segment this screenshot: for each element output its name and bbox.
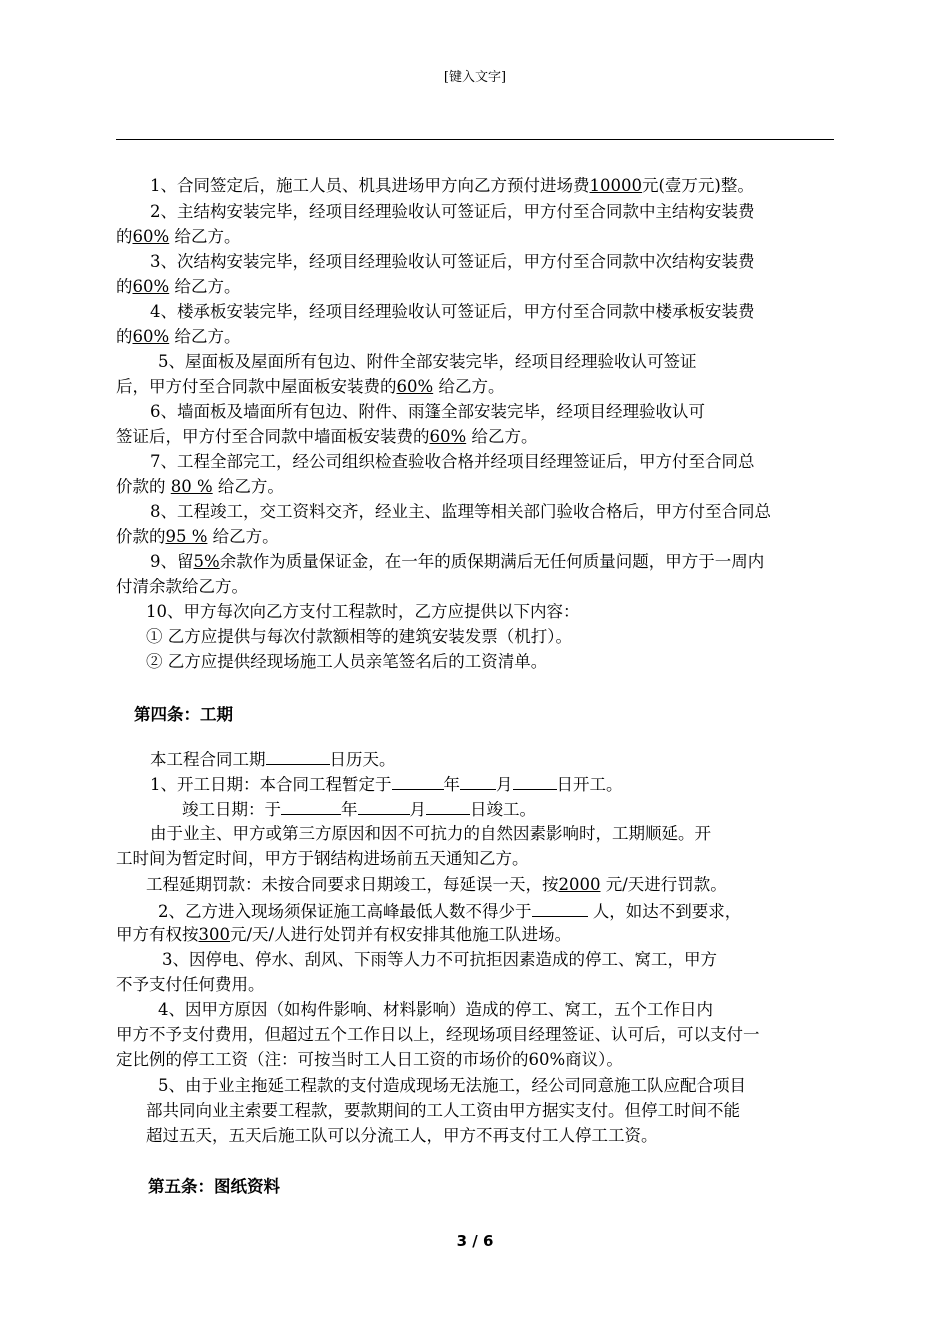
force-majeure-line-2: 不予支付任何费用。 [116, 975, 265, 994]
end-day-blank [426, 798, 470, 815]
page-number: 3 / 6 [456, 1232, 494, 1250]
payment-clause-2-cont: 的60% 给乙方。 [116, 227, 241, 246]
payment-sub-item-1: ① 乙方应提供与每次付款额相等的建筑安装发票（机打）。 [146, 627, 572, 646]
payment-delay-line-1: 5、由于业主拖延工程款的支付造成现场无法施工，经公司同意施工队应配合项目 [158, 1076, 746, 1095]
start-date-line: 1、开工日期：本合同工程暂定于 年 月 日开工。 [150, 775, 623, 794]
payment-clause-9-cont: 付清余款给乙方。 [116, 577, 248, 596]
payment-clause-6: 6、墙面板及墙面所有包边、附件、雨篷全部安装完毕，经项目经理验收认可 [150, 402, 705, 421]
worker-count-blank [532, 900, 588, 917]
header-rule [116, 139, 834, 140]
payment-clause-1: 1、合同签定后，施工人员、机具进场甲方向乙方预付进场费10000元(壹万元)整。 [150, 176, 754, 195]
payment-clause-3: 3、次结构安装完毕，经项目经理验收认可签证后，甲方付至合同款中次结构安装费 [150, 252, 755, 271]
payment-delay-line-2: 部共同向业主索要工程款，要款期间的工人工资由甲方据实支付。但停工时间不能 [146, 1101, 740, 1120]
end-month-blank [358, 798, 410, 815]
contract-period-line: 本工程合同工期 日历天。 [150, 750, 396, 769]
force-majeure-line-1: 3、因停电、停水、刮风、下雨等人力不可抗拒因素造成的停工、窝工，甲方 [162, 950, 717, 969]
stoppage-clause-line-3: 定比例的停工工资（注：可按当时工人日工资的市场价的60%商议）。 [116, 1050, 623, 1069]
payment-clause-5-cont: 后，甲方付至合同款中屋面板安装费的60% 给乙方。 [116, 377, 505, 396]
start-month-blank [460, 773, 496, 790]
payment-clause-7-cont: 价款的 80 % 给乙方。 [116, 477, 284, 496]
delay-clause-line-2: 工时间为暂定时间，甲方于钢结构进场前五天通知乙方。 [116, 849, 529, 868]
payment-clause-2: 2、主结构安装完毕，经项目经理验收认可签证后，甲方付至合同款中主结构安装费 [150, 202, 755, 221]
worker-penalty-line: 甲方有权按300元/天/人进行处罚并有权安排其他施工队进场。 [116, 925, 572, 944]
stoppage-clause-line-1: 4、因甲方原因（如构件影响、材料影响）造成的停工、窝工，五个工作日内 [158, 1000, 713, 1019]
payment-clause-6-cont: 签证后，甲方付至合同款中墙面板安装费的60% 给乙方。 [116, 427, 538, 446]
payment-delay-line-3: 超过五天，五天后施工队可以分流工人，甲方不再支付工人停工工资。 [146, 1126, 658, 1145]
delay-clause-line-1: 由于业主、甲方或第三方原因和因不可抗力的自然因素影响时，工期顺延。开 [150, 824, 711, 843]
payment-clause-8-cont: 价款的95 % 给乙方。 [116, 527, 279, 546]
payment-clause-4-cont: 的60% 给乙方。 [116, 327, 241, 346]
page-header: [键入文字] [443, 70, 507, 85]
payment-clause-8: 8、工程竣工，交工资料交齐，经业主、监理等相关部门验收合格后，甲方付至合同总 [150, 502, 771, 521]
stoppage-clause-line-2: 甲方不予支付费用，但超过五个工作日以上，经现场项目经理签证、认可后，可以支付一 [116, 1025, 760, 1044]
min-workers-line: 2、乙方进入现场须保证施工高峰最低人数不得少于 人，如达不到要求， [158, 902, 742, 921]
payment-clause-9: 9、留5%余款作为质量保证金，在一年的质保期满后无任何质量问题，甲方于一周内 [150, 552, 765, 571]
start-day-blank [513, 773, 557, 790]
end-year-blank [281, 798, 341, 815]
start-year-blank [392, 773, 444, 790]
payment-clause-3-cont: 的60% 给乙方。 [116, 277, 241, 296]
period-days-blank [266, 748, 330, 765]
payment-clause-7: 7、工程全部完工，经公司组织检查验收合格并经项目经理签证后，甲方付至合同总 [150, 452, 755, 471]
payment-clause-5: 5、屋面板及屋面所有包边、附件全部安装完毕，经项目经理验收认可签证 [158, 352, 697, 371]
payment-clause-4: 4、楼承板安装完毕，经项目经理验收认可签证后，甲方付至合同款中楼承板安装费 [150, 302, 755, 321]
payment-sub-item-2: ② 乙方应提供经现场施工人员亲笔签名后的工资清单。 [146, 652, 548, 671]
payment-clause-10: 10、甲方每次向乙方支付工程款时，乙方应提供以下内容： [146, 602, 580, 621]
completion-date-line: 竣工日期：于 年 月 日竣工。 [182, 800, 536, 819]
article-5-heading: 第五条：图纸资料 [148, 1177, 280, 1196]
article-4-heading: 第四条：工期 [134, 705, 233, 724]
penalty-line: 工程延期罚款：未按合同要求日期竣工，每延误一天，按2000 元/天进行罚款。 [146, 875, 727, 894]
